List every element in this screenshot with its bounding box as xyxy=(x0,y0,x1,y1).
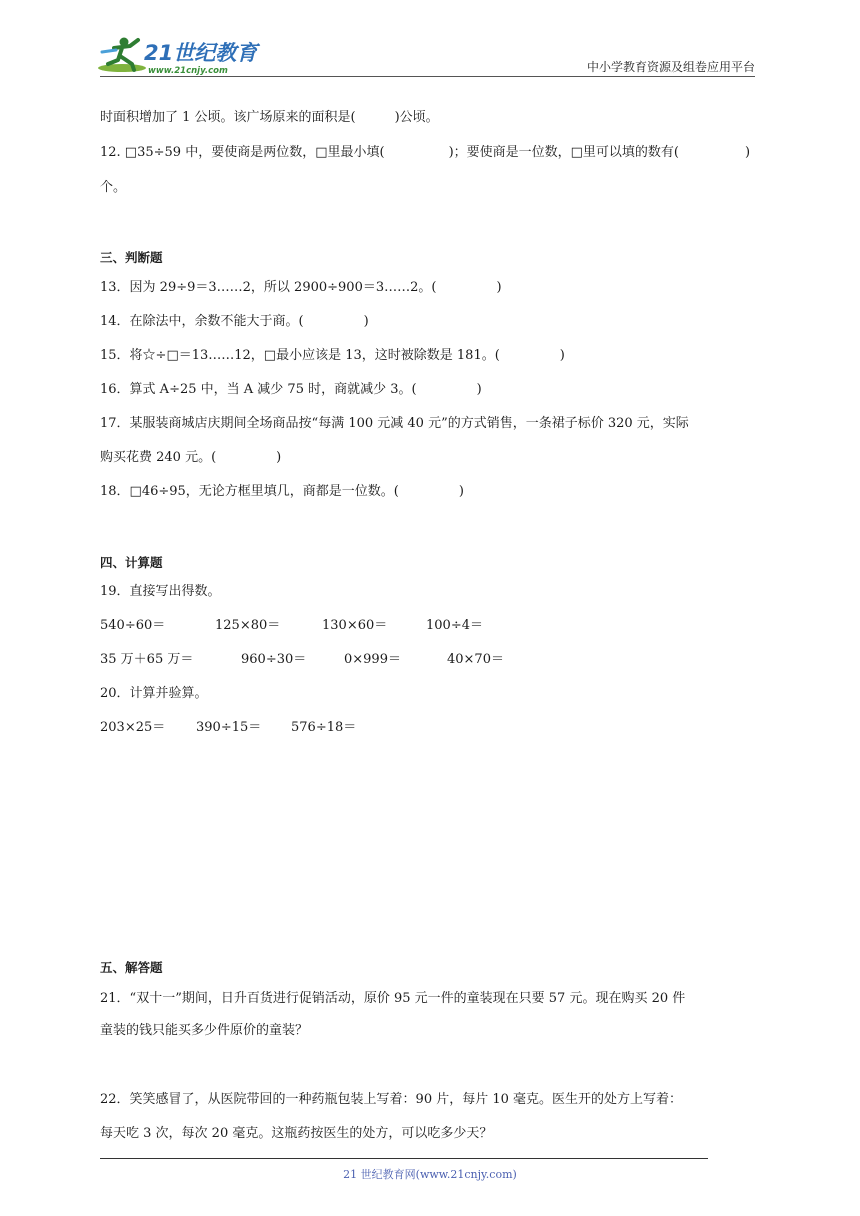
q14-text: 在除法中，余数不能大于商。( xyxy=(129,314,304,329)
q17-text: 某服装商城店庆期间全场商品按“每满 100 元减 40 元”的方式销售，一条裙子标价 320 元，实际 xyxy=(129,416,689,431)
q18-num: 18． xyxy=(100,484,130,499)
q17-line2 xyxy=(100,446,281,465)
logo-text: 21世纪教育 xyxy=(144,41,258,65)
calc-9: 203×25＝ xyxy=(100,720,166,735)
q15-text: 将☆÷□＝13……12，□最小应该是 13，这时被除数是 181。( xyxy=(129,348,500,363)
calc-6: 960÷30＝ xyxy=(241,652,307,667)
calc-1: 540÷60＝ xyxy=(100,618,166,633)
section4-title: 四、计算题 xyxy=(100,555,163,570)
q17-line1 xyxy=(100,412,689,431)
q18 xyxy=(100,480,464,499)
q11-tail: 时面积增加了 1 公顷。该广场原来的面积是( )公顷。 xyxy=(100,110,439,125)
q22-line1: 22．笑笑感冒了，从医院带回的一种药瓶包装上写着：90 片，每片 10 毫克。医生开的处方上写着： xyxy=(100,1092,683,1107)
q21-line2: 童装的钱只能买多少件原价的童装？ xyxy=(100,1023,309,1038)
calc-3: 130×60＝ xyxy=(322,618,388,633)
q13-num: 13． xyxy=(100,280,130,295)
q15 xyxy=(100,344,565,363)
calc-5: 35 万＋65 万＝ xyxy=(100,652,194,667)
q16-close: ) xyxy=(476,382,482,397)
calc-4: 100÷4＝ xyxy=(426,618,483,633)
q14 xyxy=(100,310,369,329)
q12-line1 xyxy=(100,141,750,160)
logo-url: www.21cnjy.com xyxy=(148,66,228,76)
q14-close: ) xyxy=(363,314,369,329)
q15-num: 15． xyxy=(100,348,130,363)
q12-part3: ) xyxy=(745,145,751,160)
q17-close: ) xyxy=(276,450,282,465)
q12-line2: 个。 xyxy=(100,180,127,195)
q12-part2: )；要使商是一位数，□里可以填的数有( xyxy=(448,145,679,160)
q18-close: ) xyxy=(458,484,464,499)
footer-text: 21 世纪教育网(www.21cnjy.com) xyxy=(343,1168,517,1181)
q13-text: 因为 29÷9＝3……2，所以 2900÷900＝3……2。( xyxy=(129,280,437,295)
footer-divider xyxy=(100,1158,708,1159)
q16 xyxy=(100,378,482,397)
calc-8: 40×70＝ xyxy=(447,652,504,667)
q13-close: ) xyxy=(496,280,502,295)
q17-num: 17． xyxy=(100,416,130,431)
q12-part1: 12. □35÷59 中，要使商是两位数，□里最小填( xyxy=(100,145,385,160)
section5-title: 五、解答题 xyxy=(100,960,163,975)
q16-text: 算式 A÷25 中，当 A 减少 75 时，商就减少 3。( xyxy=(129,382,417,397)
q20: 20．计算并验算。 xyxy=(100,686,208,701)
section3-title: 三、判断题 xyxy=(100,250,163,265)
calc-2: 125×80＝ xyxy=(215,618,281,633)
q17-cont: 购买花费 240 元。( xyxy=(100,450,217,465)
q18-text: □46÷95，无论方框里填几，商都是一位数。( xyxy=(129,484,399,499)
header-divider xyxy=(100,76,755,77)
q22-line2: 每天吃 3 次，每次 20 毫克。这瓶药按医生的处方，可以吃多少天？ xyxy=(100,1126,493,1141)
calc-11: 576÷18＝ xyxy=(291,720,357,735)
q15-close: ) xyxy=(559,348,565,363)
q16-num: 16． xyxy=(100,382,130,397)
calc-7: 0×999＝ xyxy=(344,652,401,667)
q19: 19．直接写出得数。 xyxy=(100,584,221,599)
platform-name: 中小学教育资源及组卷应用平台 xyxy=(586,60,755,74)
calc-10: 390÷15＝ xyxy=(196,720,262,735)
q13 xyxy=(100,276,502,295)
q14-num: 14． xyxy=(100,314,130,329)
q21-line1: 21．“双十一”期间，日升百货进行促销活动，原价 95 元一件的童装现在只要 57 元。现在购买 20 件 xyxy=(100,991,686,1006)
